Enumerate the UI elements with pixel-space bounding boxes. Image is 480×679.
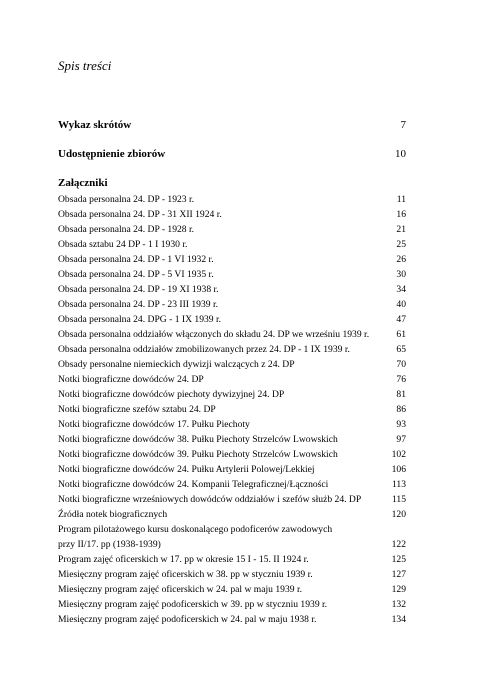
toc-entry-page: 30 [396, 269, 406, 280]
toc-entry [58, 192, 406, 207]
toc-entry-title: Notki biograficzne wrześniowych dowódców oddziałów i szefów służb 24. DP [58, 494, 362, 505]
toc-entry-page: 25 [396, 239, 406, 250]
toc-entry-page: 127 [391, 569, 406, 580]
toc-entry-page: 132 [391, 599, 406, 610]
toc-entry-title-line1: Program pilotażowego kursu doskonalącego podoficerów zawodowych [58, 524, 333, 535]
toc-entry-title: Obsada personalna oddziałów włączonych do składu 24. DP we wrześniu 1939 r. [58, 329, 370, 340]
toc-entry-page: 122 [391, 539, 406, 550]
toc-entry-title: Miesięczny program zajęć podoficerskich w 24. pal w maju 1938 r. [58, 614, 317, 625]
toc-entry [58, 417, 406, 432]
toc-list [58, 192, 406, 627]
toc-entry-title: Notki biograficzne dowódców 17. Pułku Piechoty [58, 419, 250, 430]
toc-entry-title: Notki biograficzne dowódców 24. Kompanii Telegraficznej/Łączności [58, 479, 329, 490]
toc-entry-title: Źródła notek biograficznych [58, 509, 168, 520]
toc-entry-title: Program zajęć oficerskich w 17. pp w okresie 15 I - 15. II 1924 r. [58, 554, 309, 565]
toc-entry-page: 129 [391, 584, 406, 595]
appendix-heading: Załączniki [58, 177, 108, 189]
page-title: Spis treści [58, 58, 112, 73]
section-label: Udostępnienie zbiorów [58, 148, 166, 160]
toc-entry [58, 612, 406, 627]
toc-entry-page: 102 [391, 449, 406, 460]
toc-entry-title: Notki biograficzne dowódców 38. Pułku Piechoty Strzelców Lwowskich [58, 434, 338, 445]
toc-entry-title: Obsady personalne niemieckich dywizji walczących z 24. DP [58, 359, 295, 370]
toc-entry-page: 61 [396, 329, 406, 340]
toc-entry-page: 26 [396, 254, 406, 265]
toc-entry-title-line2: przy II/17. pp (1938-1939) [58, 539, 161, 550]
toc-entry-title: Obsada sztabu 24 DP - 1 I 1930 r. [58, 239, 188, 250]
toc-entry-page: 34 [396, 284, 406, 295]
toc-entry-page: 81 [396, 389, 406, 400]
toc-entry-page: 16 [396, 209, 406, 220]
section-page: 10 [395, 148, 406, 160]
toc-entry-page: 93 [396, 419, 406, 430]
toc-entry [58, 222, 406, 237]
toc-entry-page: 21 [396, 224, 406, 235]
toc-entry [58, 462, 406, 477]
toc-entry-title: Obsada personalna 24. DP - 1 VI 1932 r. [58, 254, 214, 265]
toc-entry [58, 492, 406, 507]
toc-entry-title: Miesięczny program zajęć oficerskich w 24. pal w maju 1939 r. [58, 584, 303, 595]
toc-entry [58, 402, 406, 417]
toc-entry [58, 387, 406, 402]
toc-entry-title [58, 522, 332, 552]
toc-entry-title: Notki biograficzne dowódców 39. Pułku Piechoty Strzelców Lwowskich [58, 449, 338, 460]
toc-entry-page: 134 [391, 614, 406, 625]
toc-entry-title: Obsada personalna 24. DP - 19 XI 1938 r. [58, 284, 219, 295]
toc-entry-page: 65 [396, 344, 406, 355]
toc-entry [58, 252, 406, 267]
toc-entry-title: Miesięczny program zajęć oficerskich w 38. pp w styczniu 1939 r. [58, 569, 313, 580]
toc-entry-title: Notki biograficzne dowódców 24. DP [58, 374, 204, 385]
toc-entry [58, 267, 406, 282]
toc-entry [58, 327, 406, 342]
section-label: Wykaz skrótów [58, 119, 132, 131]
toc-entry-title: Notki biograficzne dowódców piechoty dywizyjnej 24. DP [58, 389, 285, 400]
section-page: 7 [400, 119, 406, 131]
toc-entry [58, 507, 406, 522]
toc-entry-page: 11 [396, 194, 406, 205]
toc-entry-page: 70 [396, 359, 406, 370]
toc-entry [58, 297, 406, 312]
toc-entry-page: 97 [396, 434, 406, 445]
toc-entry-title: Obsada personalna 24. DP - 23 III 1939 r. [58, 299, 219, 310]
toc-entry-page: 115 [391, 494, 406, 505]
toc-entry-page: 106 [391, 464, 406, 475]
toc-entry-page: 113 [391, 479, 406, 490]
toc-entry-title: Obsada personalna 24. DP - 1928 r. [58, 224, 195, 235]
toc-entry [58, 372, 406, 387]
toc-entry [58, 582, 406, 597]
toc-entry [58, 342, 406, 357]
toc-entry [58, 567, 406, 582]
toc-entry-page: 120 [391, 509, 406, 520]
toc-entry-title: Obsada personalna 24. DP - 5 VI 1935 r. [58, 269, 214, 280]
toc-entry [58, 207, 406, 222]
toc-entry [58, 477, 406, 492]
toc-section-collections [58, 148, 406, 160]
toc-entry-title: Obsada personalna 24. DPG - 1 IX 1939 r. [58, 314, 222, 325]
toc-entry-title: Notki biograficzne dowódców 24. Pułku Artylerii Polowej/Lekkiej [58, 464, 315, 475]
toc-entry-page: 86 [396, 404, 406, 415]
toc-entry [58, 432, 406, 447]
toc-entry [58, 522, 406, 552]
toc-entry-page: 40 [396, 299, 406, 310]
toc-entry [58, 597, 406, 612]
toc-entry-title: Notki biograficzne szefów sztabu 24. DP [58, 404, 216, 415]
toc-entry-title: Obsada personalna oddziałów zmobilizowanych przez 24. DP - 1 IX 1939 r. [58, 344, 350, 355]
toc-entry [58, 282, 406, 297]
toc-entry [58, 447, 406, 462]
toc-entry-page: 47 [396, 314, 406, 325]
toc-entry [58, 357, 406, 372]
toc-entry [58, 237, 406, 252]
toc-entry [58, 312, 406, 327]
toc-entry-title: Miesięczny program zajęć podoficerskich w 39. pp w styczniu 1939 r. [58, 599, 328, 610]
toc-entry-page: 76 [396, 374, 406, 385]
toc-entry-page: 125 [391, 554, 406, 565]
toc-entry [58, 552, 406, 567]
toc-entry-title: Obsada personalna 24. DP - 1923 r. [58, 194, 195, 205]
toc-entry-title: Obsada personalna 24. DP - 31 XII 1924 r. [58, 209, 222, 220]
toc-section-abbreviations [58, 119, 406, 131]
